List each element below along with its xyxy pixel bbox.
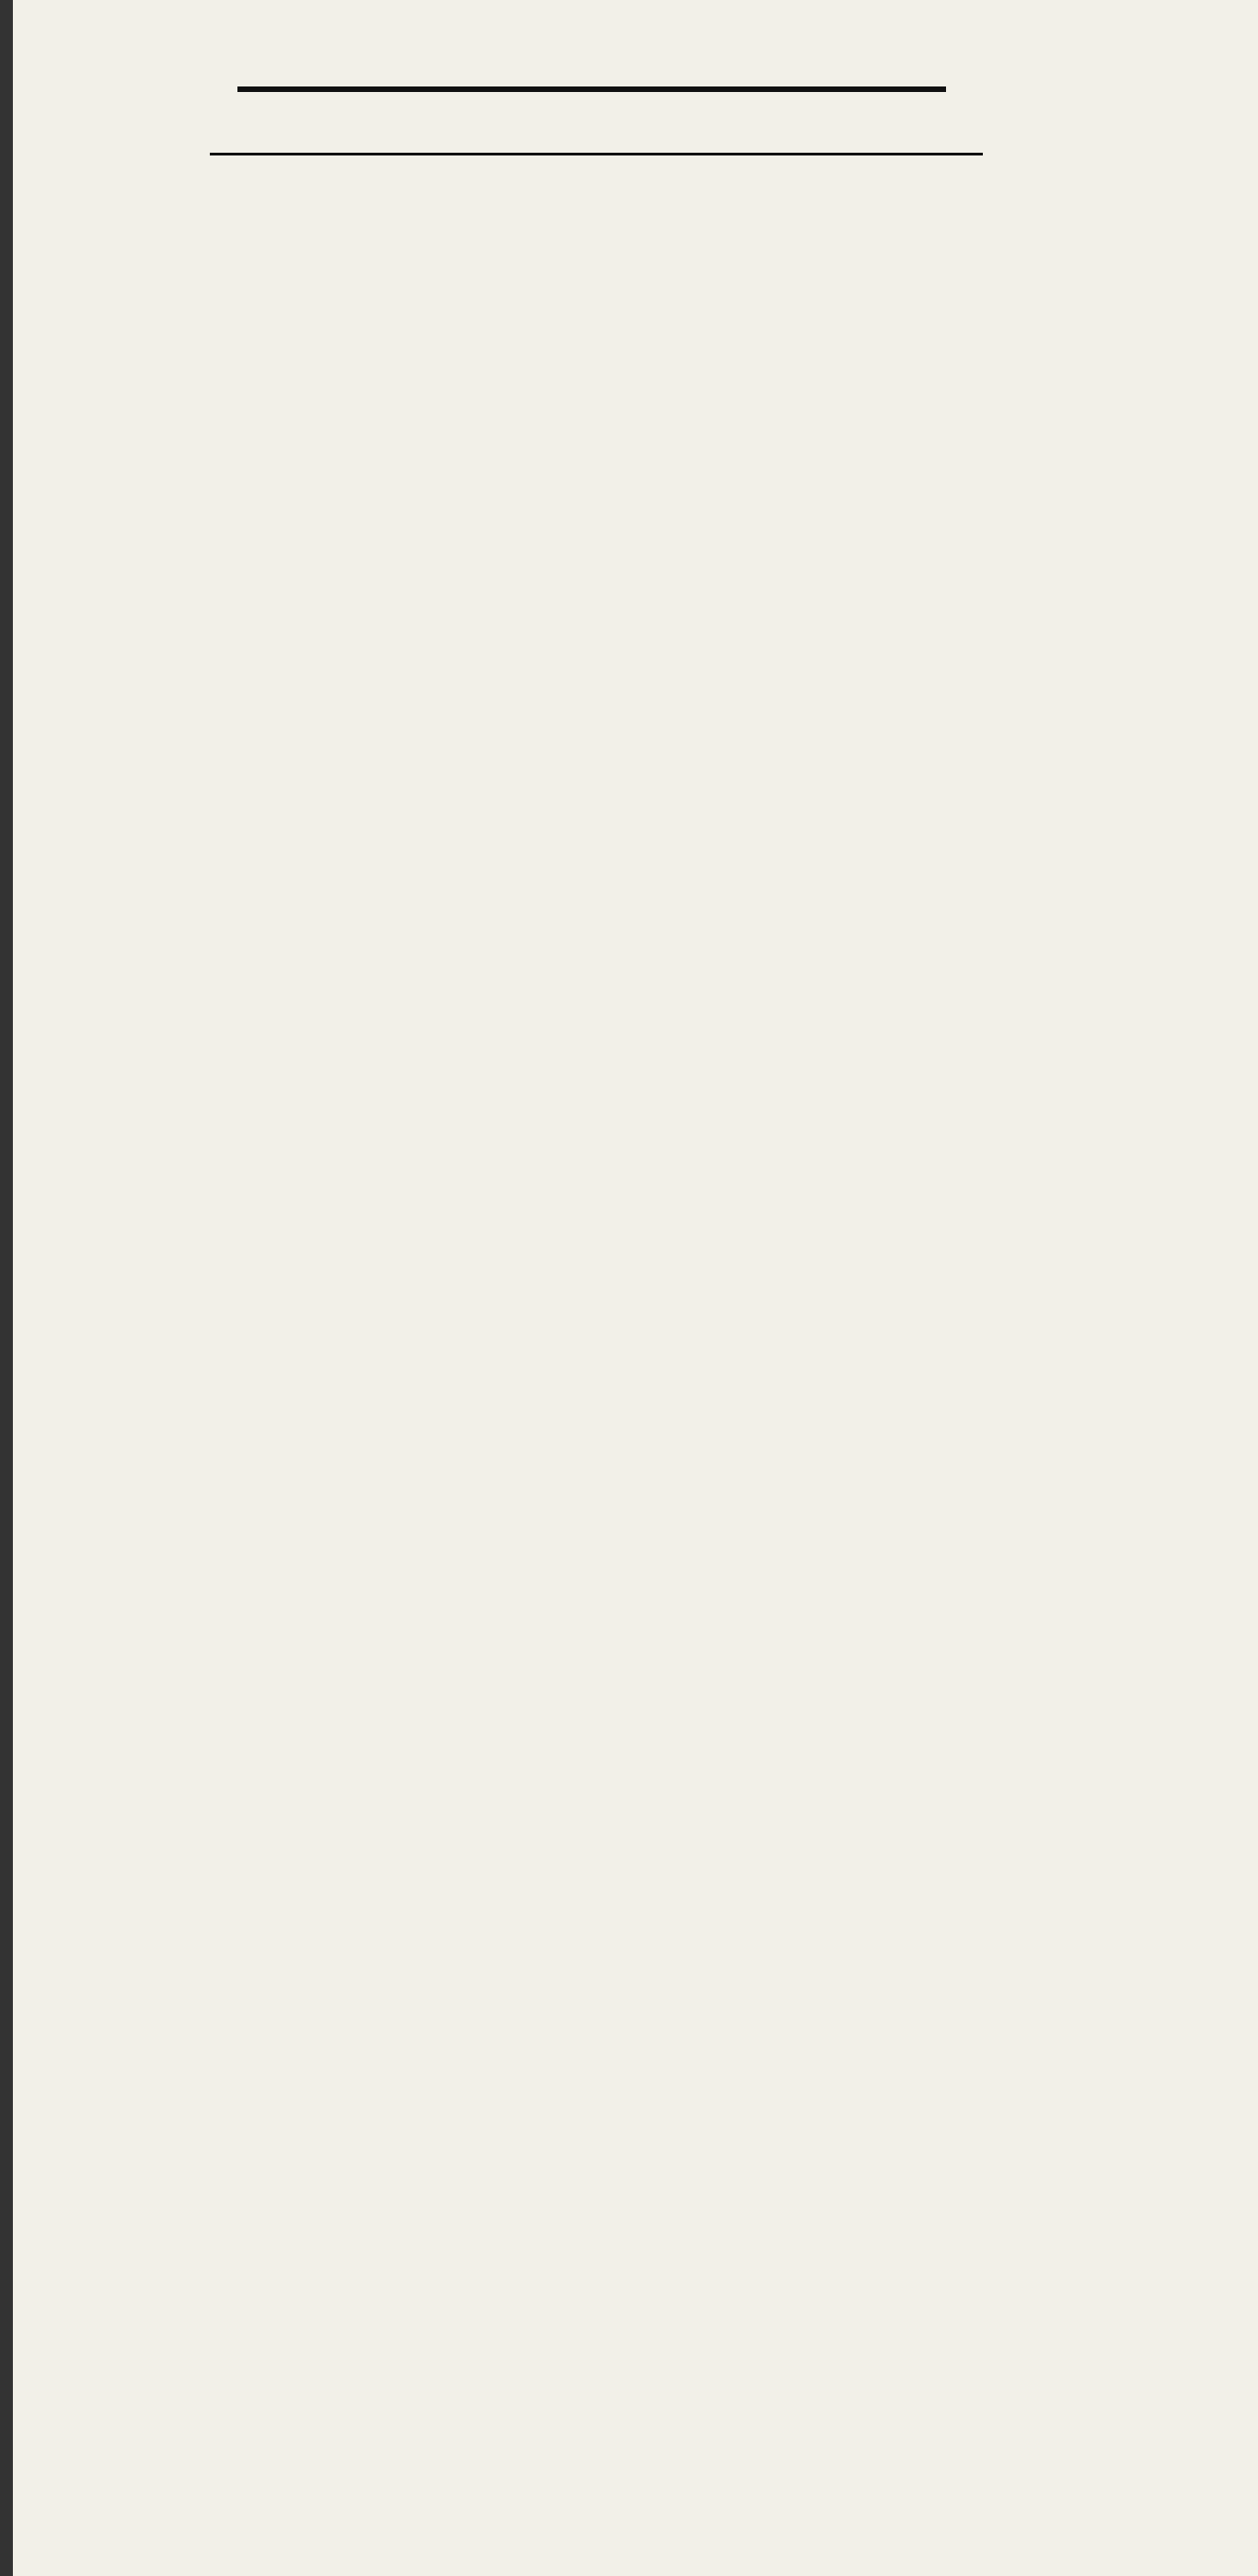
scan-mark: [0, 0, 13, 2576]
section-title-bar: [210, 109, 983, 155]
article1-col1: [44, 170, 316, 980]
header-rule: [237, 86, 946, 92]
